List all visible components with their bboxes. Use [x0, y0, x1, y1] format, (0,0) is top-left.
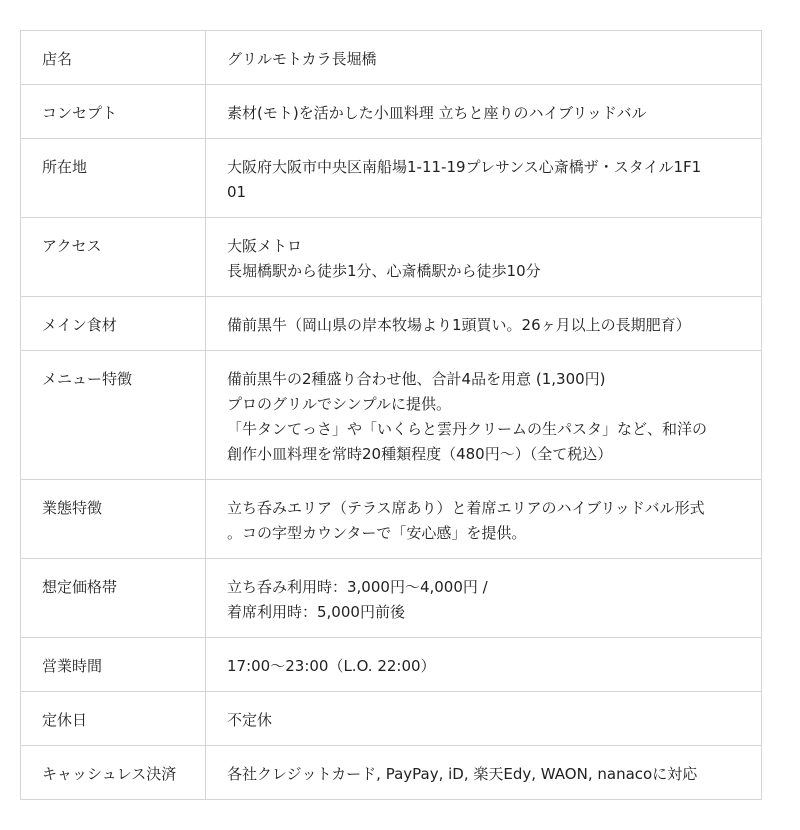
row-value-line: 備前黒牛（岡山県の岸本牧場より1頭買い。26ヶ月以上の長期肥育） — [227, 316, 691, 334]
row-value-cell — [206, 692, 762, 746]
table-row — [21, 351, 762, 480]
row-value-line: 素材(モト)を活かした小皿料理 立ちと座りのハイブリッドバル — [227, 104, 647, 122]
row-value-line: 。コの字型カウンターで「安心感」を提供。 — [227, 524, 527, 542]
row-label-cell — [21, 139, 206, 218]
row-label: 所在地 — [42, 158, 88, 176]
table-row — [21, 85, 762, 139]
row-label-cell — [21, 638, 206, 692]
row-value-line: 不定休 — [227, 711, 273, 729]
row-label-cell — [21, 746, 206, 800]
row-value-line: 大阪府大阪市中央区南船場1-11-19プレサンス心斎橋ザ・スタイル1F1 — [227, 158, 702, 176]
row-label: 営業時間 — [42, 657, 103, 675]
store-info-table — [20, 30, 762, 800]
row-value-line: 立ち呑み利用時：3,000円〜4,000円 / — [227, 578, 488, 596]
row-label: 想定価格帯 — [42, 578, 118, 596]
row-label: 定休日 — [42, 711, 88, 729]
row-value-line: 大阪メトロ — [227, 237, 303, 255]
row-label: キャッシュレス決済 — [42, 765, 177, 783]
row-label-cell — [21, 559, 206, 638]
row-value-line: 17:00〜23:00（L.O. 22:00） — [227, 657, 436, 675]
row-label-cell — [21, 218, 206, 297]
table-row — [21, 480, 762, 559]
row-label: コンセプト — [42, 104, 118, 122]
row-value-line: 備前黒牛の2種盛り合わせ他、合計4品を用意 (1,300円) — [227, 370, 606, 388]
row-value-cell — [206, 746, 762, 800]
row-value-line: 「牛タンてっさ」や「いくらと雲丹クリームの生パスタ」など、和洋の — [227, 420, 708, 438]
table-row — [21, 31, 762, 85]
row-label-cell — [21, 297, 206, 351]
table-row — [21, 218, 762, 297]
table-row — [21, 692, 762, 746]
table-row — [21, 297, 762, 351]
row-label: 店名 — [42, 50, 73, 68]
row-value-line: グリルモトカラ長堀橋 — [227, 50, 377, 68]
row-value-line: 着席利用時：5,000円前後 — [227, 603, 405, 621]
row-label: メニュー特徴 — [42, 370, 133, 388]
row-value-cell — [206, 139, 762, 218]
row-label: 業態特徴 — [42, 499, 103, 517]
row-value-cell — [206, 218, 762, 297]
row-label: アクセス — [42, 237, 102, 255]
row-value-cell — [206, 297, 762, 351]
table-row — [21, 638, 762, 692]
row-value-line: プロのグリルでシンプルに提供。 — [227, 395, 452, 413]
row-value-line: 01 — [227, 183, 247, 201]
row-value-cell — [206, 480, 762, 559]
row-value-cell — [206, 638, 762, 692]
row-label: メイン食材 — [42, 316, 117, 334]
row-value-cell — [206, 31, 762, 85]
row-value-line: 各社クレジットカード, PayPay, iD, 楽天Edy, WAON, nanacoに対応 — [227, 765, 698, 783]
row-label-cell — [21, 31, 206, 85]
row-value-cell — [206, 85, 762, 139]
row-value-line: 長堀橋駅から徒歩1分、心斎橋駅から徒歩10分 — [227, 262, 541, 280]
row-value-cell — [206, 559, 762, 638]
row-label-cell — [21, 85, 206, 139]
table-row — [21, 746, 762, 800]
row-value-cell — [206, 351, 762, 480]
table-row — [21, 559, 762, 638]
table-row — [21, 139, 762, 218]
row-label-cell — [21, 351, 206, 480]
row-value-line: 立ち呑みエリア（テラス席あり）と着席エリアのハイブリッドバル形式 — [227, 499, 705, 517]
row-label-cell — [21, 692, 206, 746]
row-label-cell — [21, 480, 206, 559]
row-value-line: 創作小皿料理を常時20種類程度（480円〜）（全て税込） — [227, 445, 613, 463]
